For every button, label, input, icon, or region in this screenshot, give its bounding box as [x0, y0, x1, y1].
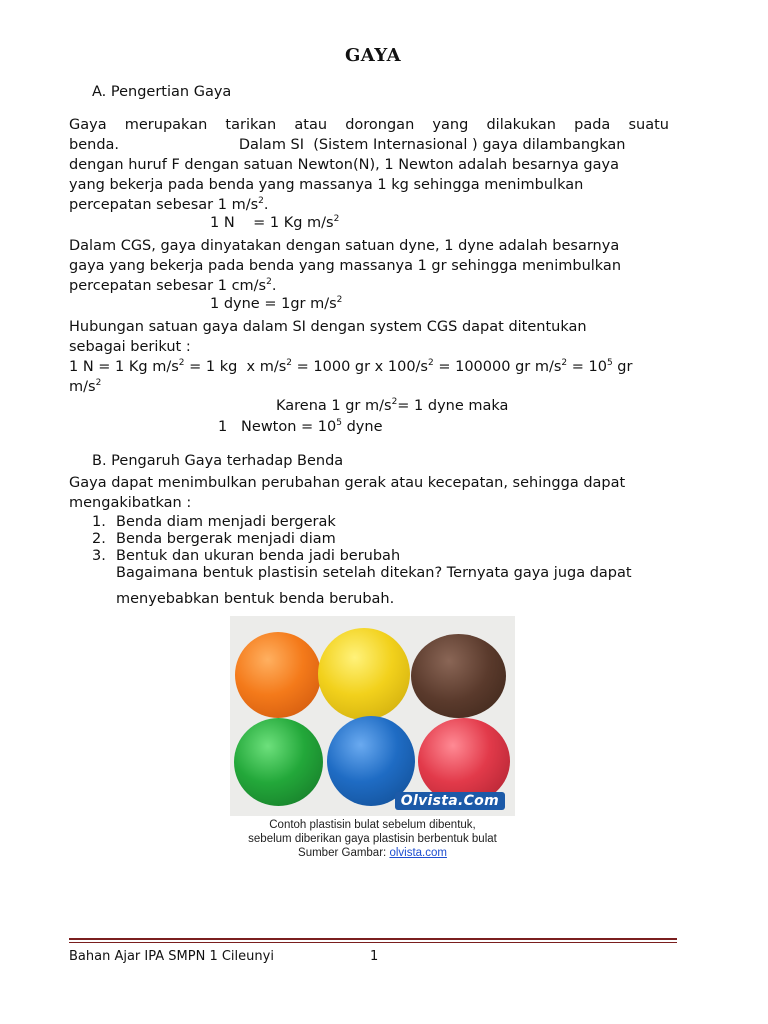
text-line	[69, 195, 669, 215]
text-run: 1 Newton = 10	[218, 419, 337, 435]
section-a-paragraph-1	[69, 115, 669, 215]
text-line: gaya yang bekerja pada benda yang massanya 1 gr sehingga menimbulkan	[69, 258, 622, 274]
text-run: = 100000 gr m/s	[433, 359, 562, 375]
superscript: 2	[561, 358, 568, 368]
equation-newton-dyne	[218, 419, 383, 435]
list-item	[92, 514, 400, 531]
text-line: Dalam CGS, gaya dinyatakan dengan satuan dyne, 1 dyne adalah besarnya	[69, 238, 620, 254]
caption-source	[200, 846, 545, 860]
orange-plasticine-ball	[235, 632, 321, 718]
section-a-paragraph-3	[69, 317, 669, 397]
text-line: Hubungan satuan gaya dalam SI dengan system CGS dapat ditentukan	[69, 319, 587, 335]
text-line: Gaya merupakan tarikan atau dorongan yang dilakukan pada suatu	[69, 117, 669, 133]
superscript: 2	[428, 358, 434, 368]
text-line: sebagai berikut :	[69, 339, 191, 355]
footer-rule-thin	[69, 942, 677, 943]
caption-source-label: Sumber Gambar:	[298, 847, 390, 859]
section-b-heading: B. Pengaruh Gaya terhadap Benda	[92, 453, 344, 469]
superscript: 5	[336, 418, 342, 428]
caption-line: Contoh plastisin bulat sebelum dibentuk,	[269, 819, 476, 831]
text-line: Gaya dapat menimbulkan perubahan gerak atau kecepatan, sehingga dapat	[69, 475, 626, 491]
text-run: percepatan sebesar 1 m/s	[69, 197, 259, 213]
page-number: 1	[370, 949, 379, 964]
plasticine-image	[230, 616, 515, 816]
text-line: yang bekerja pada benda yang massanya 1 kg sehingga menimbulkan	[69, 177, 584, 193]
brown-plasticine-ball	[411, 634, 506, 718]
question-line-2: menyebabkan bentuk benda berubah.	[116, 591, 395, 607]
conversion-line	[69, 357, 669, 377]
list-number: 3.	[92, 548, 106, 564]
list-text: Benda diam menjadi bergerak	[116, 514, 336, 530]
section-a-paragraph-2	[69, 236, 669, 296]
text-run: gr	[612, 359, 633, 375]
text-run: m/s	[69, 379, 96, 395]
list-item	[92, 548, 400, 565]
superscript: 5	[606, 358, 613, 368]
superscript: 2	[286, 358, 293, 368]
source-link[interactable]: olvista.com	[389, 847, 447, 859]
caption-line: sebelum diberikan gaya plastisin berbentuk bulat	[248, 833, 497, 845]
text-run: .	[263, 197, 269, 213]
text-run: = 10	[567, 359, 607, 375]
effects-list	[92, 514, 400, 565]
text-line	[69, 276, 669, 296]
superscript: 2	[258, 196, 264, 206]
text-line: benda. Dalam SI (Sistem Internasional ) gaya dilambangkan	[69, 137, 626, 153]
superscript: 2	[333, 214, 340, 224]
question-line: Bagaimana bentuk plastisin setelah ditekan? Ternyata gaya juga dapat	[116, 565, 632, 581]
list-number: 2.	[92, 531, 106, 547]
yellow-plasticine-ball	[318, 628, 410, 720]
text-line: mengakibatkan :	[69, 495, 192, 511]
figure-caption	[200, 818, 545, 860]
equation-newton	[210, 215, 339, 231]
superscript: 2	[336, 295, 343, 305]
superscript: 2	[178, 358, 185, 368]
text-run: 1 N = 1 Kg m/s	[69, 359, 179, 375]
list-text: Benda bergerak menjadi diam	[116, 531, 336, 547]
text-run: .	[271, 278, 277, 294]
page-title: GAYA	[344, 45, 402, 66]
list-text: Bentuk dan ukuran benda jadi berubah	[116, 548, 401, 564]
superscript: 2	[391, 397, 398, 407]
list-number: 1.	[92, 514, 106, 530]
footer-rule-thick	[69, 938, 677, 940]
text-line: dengan huruf F dengan satuan Newton(N), 1 Newton adalah besarnya gaya	[69, 157, 619, 173]
footer-text: Bahan Ajar IPA SMPN 1 Cileunyi	[69, 949, 274, 964]
text-run: percepatan sebesar 1 cm/s	[69, 278, 267, 294]
text-run: = 1 dyne maka	[397, 398, 509, 414]
equation-text: 1 dyne = 1gr m/s	[210, 296, 337, 312]
equation-karena	[276, 398, 508, 414]
image-watermark: Olvista.Com	[395, 792, 505, 810]
superscript: 2	[95, 378, 102, 388]
green-plasticine-ball	[234, 718, 323, 806]
section-b-intro	[69, 473, 669, 513]
text-run: Karena 1 gr m/s	[276, 398, 392, 414]
list-item	[92, 531, 400, 548]
equation-text: 1 N = 1 Kg m/s	[210, 215, 334, 231]
text-run: = 1000 gr x 100/s	[292, 359, 428, 375]
text-line	[69, 377, 669, 397]
superscript: 2	[266, 277, 272, 287]
equation-dyne	[210, 296, 342, 312]
text-run: dyne	[341, 419, 383, 435]
text-run: = 1 kg x m/s	[184, 359, 287, 375]
section-a-heading: A. Pengertian Gaya	[92, 84, 232, 100]
